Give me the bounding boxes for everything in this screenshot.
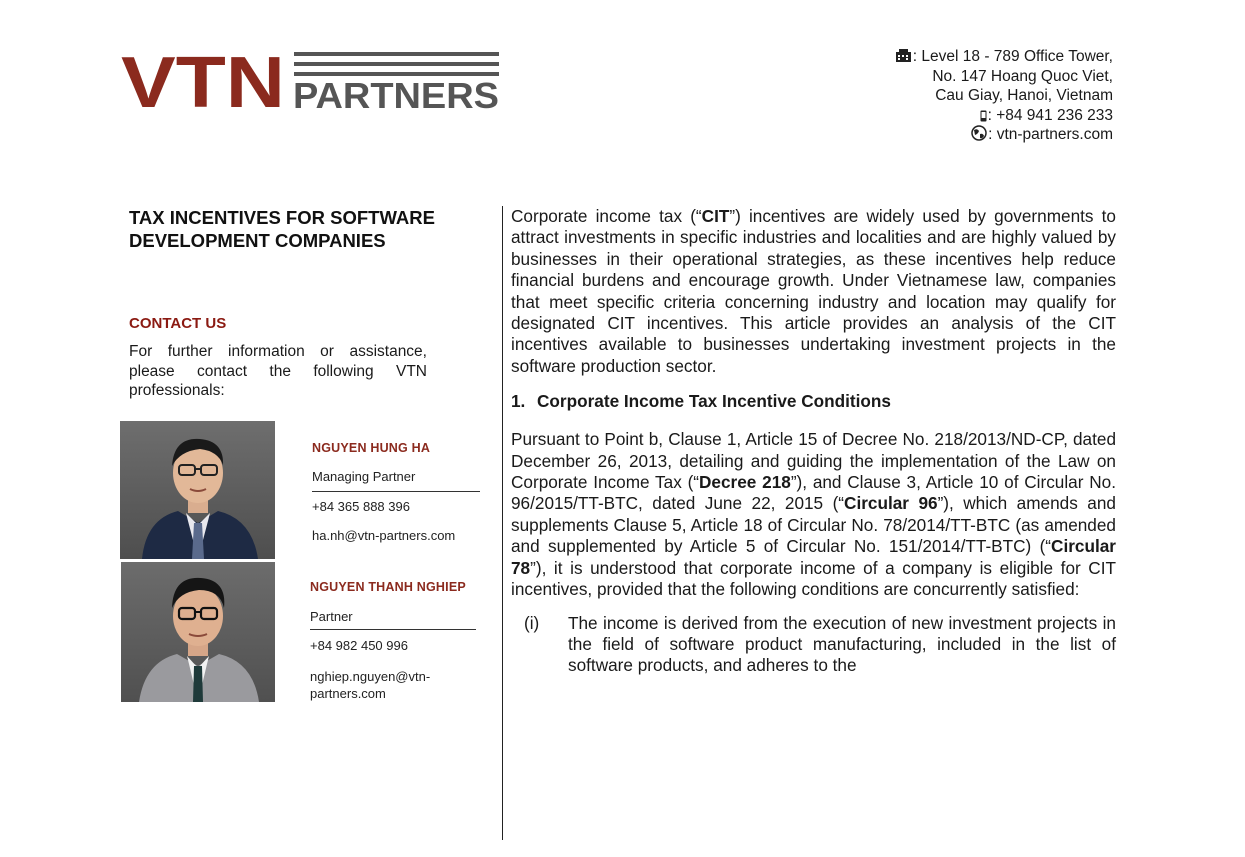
globe-icon [971, 125, 987, 141]
address-line-2: No. 147 Hoang Quoc Viet, [932, 67, 1113, 85]
person-phone-1[interactable]: +84 365 888 396 [312, 499, 410, 514]
person-role-1: Managing Partner [312, 469, 416, 484]
item-text: The income is derived from the execution of new investment projects in the field of software product manufacturing, included in the list of software products, and adheres to the [568, 612, 1116, 676]
address-line-3: Cau Giay, Hanoi, Vietnam [935, 87, 1113, 104]
phone-icon [980, 110, 987, 122]
person-email-2[interactable]: nghiep.nguyen@vtn-partners.com [310, 669, 431, 701]
building-icon [895, 49, 912, 63]
address-line-1: Level 18 - 789 Office Tower, [921, 48, 1113, 65]
section-heading: 1. Corporate Income Tax Incentive Conditions [511, 391, 891, 412]
person-divider-1 [312, 491, 480, 492]
item-marker: (i) [524, 612, 540, 633]
vtn-partners-logo [121, 52, 501, 110]
cit-term: CIT [701, 206, 730, 226]
column-divider [502, 206, 503, 840]
person-name-2: NGUYEN THANH NGHIEP [310, 580, 466, 594]
article-body [511, 206, 1116, 677]
intro-paragraph: Corporate income tax (“CIT”) incentives are widely used by governments to attract investments in specific industries and localities and are highly valued by businesses in their operational strategies, as these incentives help reduce financial burdens and encourage growth. Under Vietnamese law, companies that meet specific criteria concerning industry and location may qualify for designated CIT incentives. This article provides an analysis of the CIT incentives available to businesses undertaking investment projects in the software production sector. [511, 206, 1116, 376]
avatar-nguyen-thanh-nghiep [121, 562, 275, 702]
website-link[interactable]: vtn-partners.com [996, 126, 1113, 143]
document-title: TAX INCENTIVES FOR SOFTWARE DEVELOPMENT COMPANIES [129, 207, 435, 251]
office-phone[interactable]: +84 941 236 233 [996, 106, 1113, 124]
avatar-nguyen-hung-ha [120, 421, 275, 559]
conditions-paragraph: Pursuant to Point b, Clause 1, Article 15 of Decree No. 218/2013/ND-CP, dated December 26, 2013, detailing and guiding the implementation of the Law on Corporate Income Tax (“Decree 218”), and Clause 3, Article 10 of Circular No. 96/2015/TT-BTC, dated June 22, 2015 (“Circular 96”), which amends and supplements Clause 5, Article 18 of Circular No. 78/2014/TT-BTC (as amended and supplemented by Article 5 of Circular No. 151/2014/TT-BTC) (“Circular 78”), it is understood that corporate income of a company is eligible for CIT incentives, provided that the following conditions are concurrently satisfied: [511, 429, 1116, 600]
person-name-1: NGUYEN HUNG HA [312, 441, 431, 455]
contact-intro: For further information or assistance, please contact the following VTN professionals: [129, 343, 427, 399]
person-phone-2[interactable]: +84 982 450 996 [310, 638, 408, 653]
office-address: : Level 18 - 789 Office Tower, No. 147 Hoang Quoc Viet, Cau Giay, Hanoi, Vietnam : +84 941 236 233 : vtn-partners.com [895, 47, 1113, 145]
person-divider-2 [310, 629, 476, 630]
condition-item-1 [511, 613, 1116, 677]
contact-heading: CONTACT US [129, 315, 227, 332]
person-role-2: Partner [310, 609, 353, 624]
logo-brand-text: VTN [121, 52, 285, 110]
logo-partners-text: PARTNERS [293, 75, 499, 110]
person-email-1[interactable]: ha.nh@vtn-partners.com [312, 528, 456, 543]
